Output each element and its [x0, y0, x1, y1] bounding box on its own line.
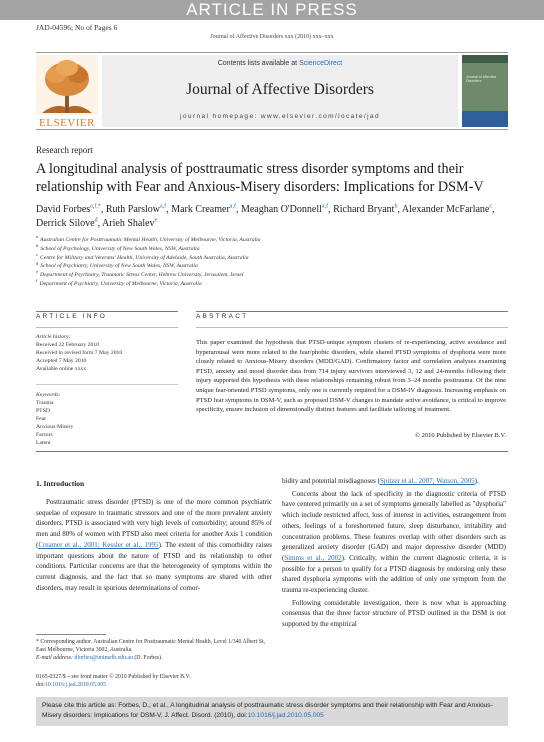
body-text: bidity and potential misdiagnoses (: [282, 477, 380, 485]
affiliation-text: Centre for Military and Veterans' Health, University of Adelaide, South Australia, Australia: [40, 254, 249, 261]
affiliation-text: School of Psychology, University of New South Wales, NSW, Australia: [40, 245, 200, 252]
paragraph: Following considerable investigation, there is now what is approaching consensus that the three factor structure of PTSD outlined in the DSM is not supported by the empirical: [282, 598, 506, 629]
history-item: Available online xxxx: [36, 366, 87, 372]
citation-text: Please cite this article as: Forbes, D., et al., A longitudinal analysis of posttraumatic stress disorder symptoms and their relationship with Fear and Anxious-Misery disorders: Implications for DSM-V, J. Affect. Disord. (2010), doi:: [42, 702, 493, 719]
author-affiliation-marker[interactable]: c: [489, 203, 493, 210]
body-text: ). The extent of this comorbidity raises important questions about the nature of PTSD and its relationship to other conditions. Particular concerns are that the heterogeneity of symptoms within the current diagnosis, and the fact that so many symptoms are shared with other disorders, may result in spurious determinations of comor-: [36, 540, 273, 592]
author-affiliation-marker[interactable]: a,f: [229, 203, 236, 210]
author-name: Meaghan O'Donnell: [240, 204, 322, 215]
abstract-subrule: [196, 327, 508, 328]
affiliation-text: Australian Centre for Posttraumatic Mental Health, University of Melbourne, Victoria, Australia: [40, 237, 261, 243]
homepage-link[interactable]: www.elsevier.com/locate/jad: [260, 113, 380, 120]
affiliation-text: Department of Psychiatry, Traumatic Stress Center, Hebrew University, Jerusalem, Israel: [40, 272, 244, 279]
footnote-email: [36, 654, 272, 662]
keyword: PTSD: [36, 408, 50, 414]
affiliation-key: d: [36, 260, 39, 266]
corresponding-author-footnote: [36, 638, 272, 662]
journal-cover-thumbnail[interactable]: [462, 55, 508, 127]
affiliation: [36, 236, 514, 245]
doi-prefix: doi:: [36, 682, 46, 688]
masthead-rule-bottom: [36, 129, 508, 130]
affiliation: [36, 262, 514, 271]
history-label: Article history:: [36, 334, 71, 340]
body-column-right: [282, 476, 506, 630]
elsevier-tree-icon: [36, 55, 98, 115]
keyword: Factors: [36, 432, 53, 438]
author-name: David Forbes: [36, 204, 91, 215]
author-list: David Forbes$^{a,f,*}$, Ruth Parslow$^{a,f}$, Mark Creamer$^{a,f}$, Meaghan O'Donnell$^{a,f}$, Richard Bryant$^b$, Alexander McFarlane$^c$, Derrick Silove$^d$, Arieh Shalev$^e$: [36, 203, 495, 229]
article-history: [36, 333, 176, 373]
footnote-text: * Corresponding author. Australian Centre for Posttraumatic Mental Health, Level 1/340 Albert St, East Melbourne, Victoria 3002, Australia.: [36, 639, 266, 653]
body-column-left: [36, 497, 272, 593]
body-text: ).: [474, 477, 479, 485]
affiliation-key: a: [36, 234, 38, 240]
author-name: Mark Creamer: [171, 204, 230, 215]
homepage-prefix: journal homepage:: [180, 113, 261, 120]
keyword: Trauma: [36, 400, 54, 406]
article-info-subrule: [36, 327, 178, 328]
cover-title: Journal of Affective Disorders: [466, 75, 497, 84]
history-item: Accepted 7 May 2010: [36, 358, 87, 364]
author-name: Derrick Silove: [36, 218, 95, 229]
history-item: Received 22 February 2010: [36, 342, 100, 348]
elsevier-wordmark: ELSEVIER: [39, 117, 95, 129]
masthead-center: [102, 55, 458, 127]
author[interactable]: [36, 218, 98, 229]
body-text: ). Critically, within the current diagnostic criteria, it is possible for a person to qualify for a PTSD diagnosis by endorsing only these shared dysphoria symptoms with the addition of only one symptom from the trauma re-experiencing cluster.: [282, 553, 506, 595]
affiliation: [36, 251, 514, 263]
article-info-rule: [36, 311, 178, 312]
author-affiliation-marker[interactable]: e: [154, 217, 158, 224]
footnote-rule: [36, 634, 106, 635]
author-affiliation-marker[interactable]: a,f: [160, 203, 167, 210]
author[interactable]: [106, 204, 166, 215]
issn-block: [36, 673, 272, 689]
affiliation: [36, 242, 514, 254]
doi-link[interactable]: 10.1016/j.jad.2010.05.005: [45, 682, 107, 688]
author[interactable]: [102, 218, 157, 229]
contents-line: [102, 60, 458, 67]
affiliation-text: School of Psychiatry, University of New South Wales, NSW, Australia: [40, 263, 198, 270]
author[interactable]: [241, 204, 328, 215]
author[interactable]: [333, 204, 397, 215]
author-name: Arieh Shalev: [102, 218, 155, 229]
journal-title: Journal of Affective Disorders: [186, 81, 374, 98]
affiliation-list: [36, 236, 514, 289]
affiliation-text: Department of Psychiatry, University of Melbourne, Victoria, Australia: [39, 280, 202, 287]
article-info-heading: ARTICLE INFO: [36, 313, 108, 320]
author[interactable]: [171, 204, 236, 215]
article-in-press-banner: ARTICLE IN PRESS: [0, 0, 544, 20]
citation-link[interactable]: Creamer et al., 2001; Kessler et al., 1995: [38, 540, 159, 549]
citation-box: [36, 697, 508, 726]
article-title: A longitudinal analysis of posttraumatic stress disorder symptoms and their relationship with Fear and Anxious-Misery disorders: Implications for DSM-V: [36, 161, 484, 195]
affiliation-key: f: [36, 278, 38, 284]
keyword: Latent: [36, 440, 51, 446]
keywords-label: Keywords:: [36, 392, 61, 398]
author-affiliation-marker[interactable]: d: [94, 217, 98, 224]
article-type: Research report: [36, 145, 93, 155]
author[interactable]: [36, 204, 101, 215]
keywords: [36, 391, 176, 447]
affiliation-key: b: [36, 242, 39, 248]
author-affiliation-marker[interactable]: b: [394, 203, 398, 210]
email-label: E-mail address:: [36, 655, 73, 661]
author-affiliation-marker[interactable]: a,f: [321, 203, 329, 210]
keywords-rule: [36, 384, 178, 385]
body-text: Posttraumatic stress disorder (PTSD) is one of the more common psychiatric sequelae of exposure to traumatic stressors and one of the more prevalent anxiety disorders. PTSD is associated with very high levels of comorbidity; around 85% of men and 80% of women with PTSD also meet criteria for another Axis 1 condition (: [36, 498, 272, 549]
email-suffix: (D. Forbes).: [134, 655, 163, 661]
abstract-heading: ABSTRACT: [196, 313, 249, 320]
author[interactable]: [402, 204, 492, 215]
contents-prefix: Contents lists available at: [217, 60, 300, 67]
author-name: Ruth Parslow: [105, 204, 161, 215]
abstract-text: This paper examined the hypothesis that PTSD-unique symptom clusters of re-experiencing, active avoidance and hyperarousal were more related to the fear/phobic disorders, while shared PTSD symptoms of dysphoria were more closely related to Anxious-Misery disorders (MDD/GAD). Confirmatory factor and correlation analyses examining PTSD, anxiety and mood disorder data from 714 injury survivors interviewed 3, 12 and 24-months following their injury supported this hypothesis with these relationships remaining robust from 3–24 months posttrauma. Of the nine unique fear-oriented PTSD symptoms, only one is currently required for a DSM-IV diagnosis. Increasing emphasis on PTSD fear symptoms in DSM-V, such as proposed DSM-V changes to mandate active avoidance, is critical to improve specificity, ensure inclusion of dimensionally distinct features and facilitate tailoring of treatment.: [196, 339, 506, 414]
affiliation: [36, 271, 514, 280]
document-id: JAD-04596; No of Pages 6: [36, 23, 118, 32]
issn-line: 0165-0327/$ – see front matter © 2010 Published by Elsevier B.V.: [36, 674, 191, 680]
author-affiliation-marker[interactable]: a,f,*: [90, 203, 101, 210]
keyword: Anxious-Misery: [36, 424, 74, 430]
author-name: Richard Bryant: [333, 204, 395, 215]
sciencedirect-link[interactable]: ScienceDirect: [299, 60, 343, 67]
body-text: Concerns about the lack of specificity in the diagnostic criteria of PTSD have centered primarily on a set of symptoms generally labelled as "dysphoria" which include restricted affect, loss of interest in activities, estrangement from others, feelings of a foreshortened future, sleep disturbance, irritability and concentration problems. These features overlap with other disorders such as generalized anxiety disorder (GAD) and major depressive disorder (MDD) (: [282, 489, 506, 562]
journal-masthead: [36, 52, 508, 130]
cover-bottom-band: [462, 111, 508, 127]
history-item: Received in revised form 7 May 2010: [36, 350, 123, 356]
journal-homepage: [102, 113, 458, 120]
affiliation-key: c: [36, 251, 38, 257]
front-matter-rule: [36, 451, 508, 452]
masthead-rule-top: [36, 52, 508, 53]
paragraph: [36, 497, 272, 593]
journal-reference: Journal of Affective Disorders xxx (2010) xxx–xxx: [210, 34, 334, 40]
citation-doi-link[interactable]: 10.1016/j.jad.2010.05.005: [247, 712, 324, 719]
elsevier-logo[interactable]: [36, 55, 98, 127]
citation-link[interactable]: Spitzer et al., 2007; Watson, 2005: [380, 477, 475, 485]
keyword: Fear: [36, 416, 47, 422]
abstract-copyright: © 2010 Published by Elsevier B.V.: [415, 432, 506, 439]
paragraph: [282, 489, 506, 596]
cover-top-band: [462, 55, 508, 63]
section-heading-introduction: 1. Introduction: [36, 479, 85, 488]
abstract-rule: [196, 311, 508, 312]
doi-line: [36, 681, 272, 689]
affiliation: [36, 280, 514, 289]
citation-link[interactable]: Simms et al., 2002: [284, 553, 342, 562]
paragraph: [282, 476, 506, 487]
affiliation-key: e: [36, 269, 38, 275]
author-name: Alexander McFarlane: [401, 204, 490, 215]
email-link[interactable]: dforbes@unimelb.edu.au: [74, 655, 133, 661]
